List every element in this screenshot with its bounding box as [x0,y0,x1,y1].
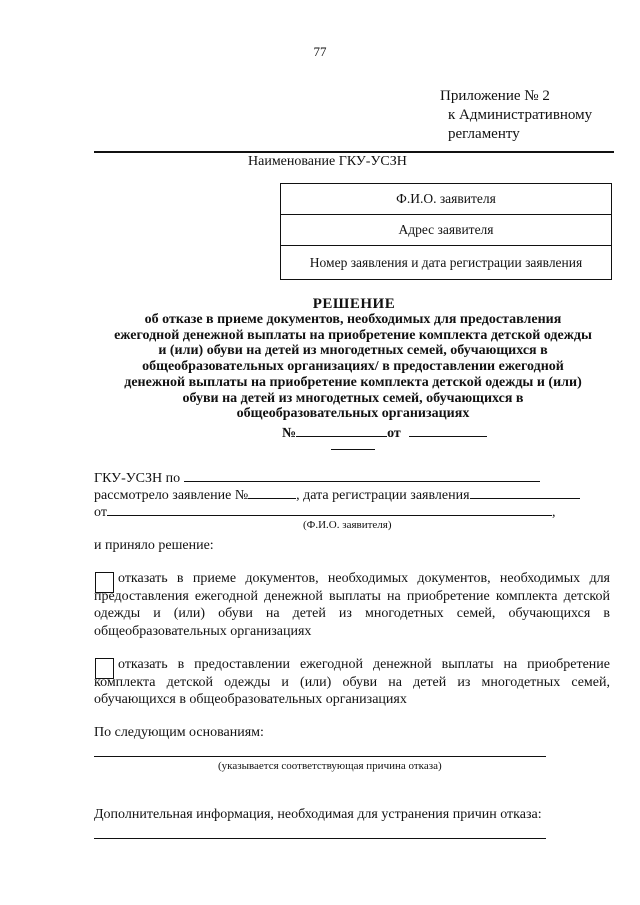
decision-subtitle: об отказе в приеме документов, необходимых для предоставления ежегодной денежной выплаты на приобретение комплекта детской одежды и (или) обуви на детей из многодетных семей, обучающихся в общеобразовательных организациях/ в предоставлении ежегодной денежной выплаты на приобретение комплекта детской одежды и (или) обуви на детей из многодетных семей, обучающихся в общеобразовательных организациях [114,312,592,422]
appendix-line-2: к Административному [448,107,593,123]
from-comma: , [551,505,556,520]
option-refuse-payment-text [94,656,610,709]
applicant-info-box [280,183,612,280]
fio-caption: (Ф.И.О. заявителя) [303,519,392,531]
header-rule [94,151,614,153]
number-sign: № [282,426,297,441]
appendix-header [440,87,592,144]
org-name-label: Наименование ГКУ-УСЗН [248,154,407,169]
applicant-name-blank [107,503,552,516]
reg-date-blank [470,486,580,499]
grounds-caption: (указывается соответствующая причина отказа) [218,760,442,772]
decision-date-blank [409,424,487,437]
gku-district-blank [184,469,540,482]
option-1-label: отказать в приеме документов, необходимых документов, необходимых для предоставления ежегодной денежной выплаты на приобретение комплекта детской одежды и (или) обуви на детей из многодетных семей, обучающихся в общеобразовательных организациях [94,571,610,639]
option-2-label: отказать в предоставлении ежегодной денежной выплаты на приобретение комплекта детской одежды и (или) обуви на детей из многодетных семей, обучающихся в общеобразовательных организациях [94,657,610,707]
decision-number-line [282,424,487,442]
from-label: от [387,426,401,441]
additional-info-blank-line [94,838,546,839]
application-number-blank [248,486,296,499]
gku-label: ГКУ-УСЗН по [94,471,181,486]
reg-date-label: , дата регистрации заявления [296,488,470,503]
page-number: 77 [313,44,327,59]
short-divider [331,449,375,450]
grounds-label: По следующим основаниям: [94,725,264,740]
reviewed-label: рассмотрело заявление № [94,488,249,503]
application-number-date-field: Номер заявления и дата регистрации заявления [309,255,583,270]
option-refuse-documents-text [94,570,610,640]
grounds-blank-line [94,756,546,757]
decision-number-blank [296,424,387,437]
applicant-address-field: Адрес заявителя [281,215,611,246]
decision-title: РЕШЕНИЕ [312,296,396,312]
reviewed-line [94,486,580,504]
appendix-line-3: регламенту [448,126,520,142]
gku-line [94,469,540,487]
decided-label: и приняло решение: [94,538,214,553]
additional-info-label: Дополнительная информация, необходимая для устранения причин отказа: [94,807,542,822]
applicant-fio-field: Ф.И.О. заявителя [281,184,611,215]
appendix-line-1: Приложение № 2 [440,88,550,104]
body-from-label: от [94,505,107,520]
